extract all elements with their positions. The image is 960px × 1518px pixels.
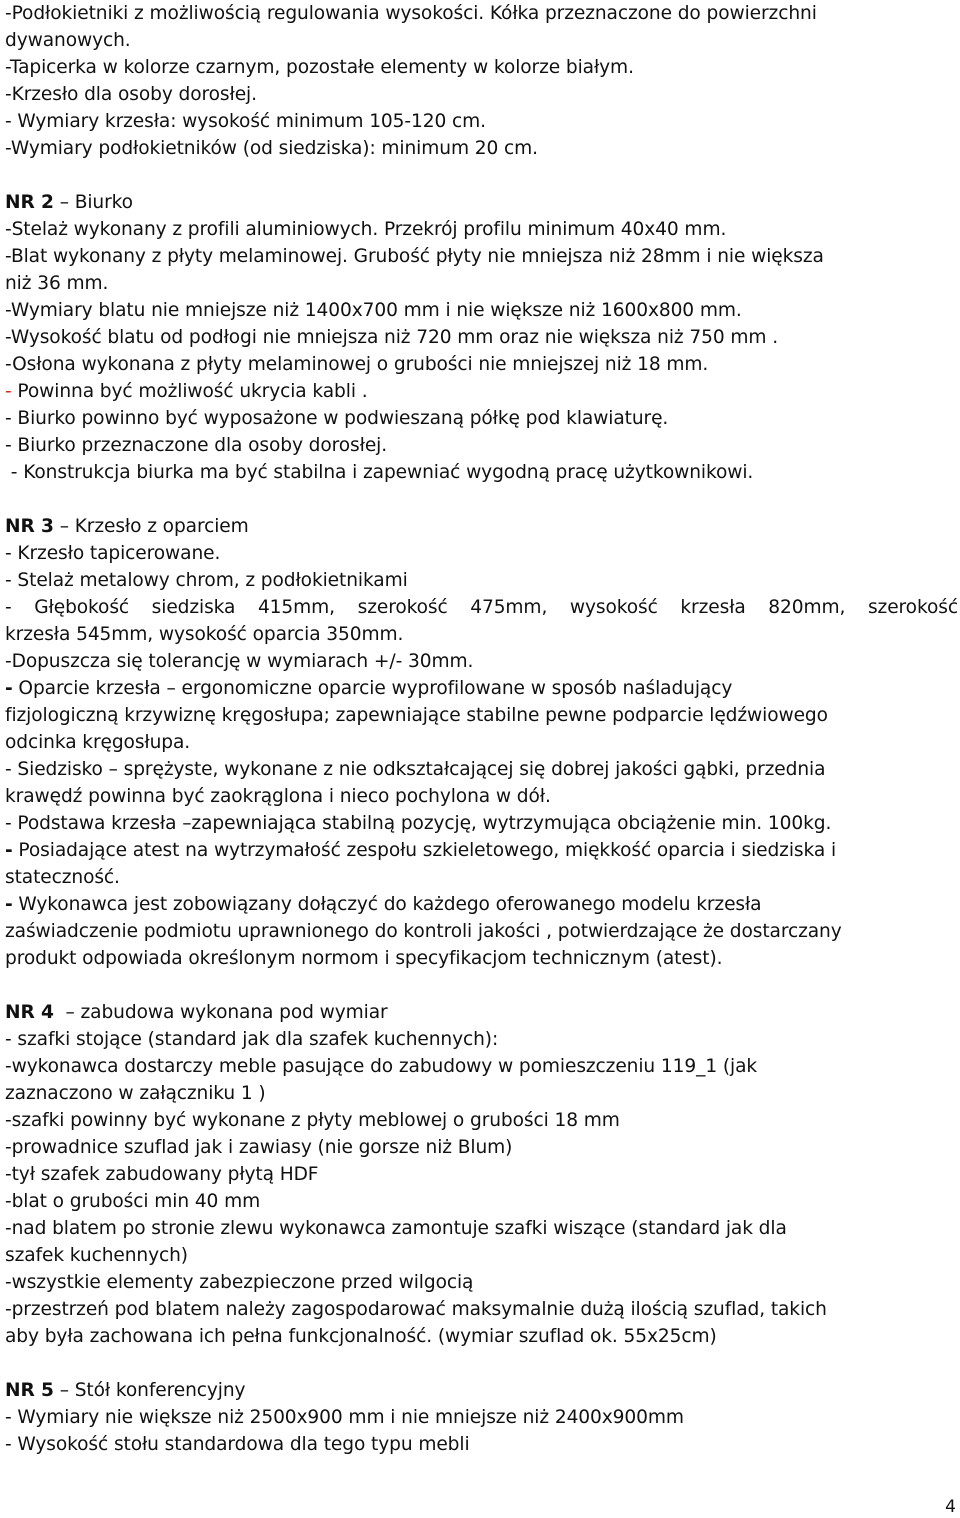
paragraph-gap: [5, 162, 960, 189]
paragraph-gap: [5, 486, 960, 513]
text-line: niż 36 mm.: [5, 273, 109, 294]
justified-line: [5, 594, 958, 621]
text-line: - Biurko powinno być wyposażone w podwieszaną półkę pod klawiaturę.: [5, 408, 669, 429]
text-line: zaznaczono w załączniku 1 ): [5, 1083, 266, 1104]
text-line: - Wymiary krzesła: wysokość minimum 105-120 cm.: [5, 111, 486, 132]
section-heading: [5, 999, 960, 1026]
word: siedziska: [151, 597, 236, 618]
text-line: -Wysokość blatu od podłogi nie mniejsza niż 720 mm oraz nie większa niż 750 mm .: [5, 327, 779, 348]
section-chair-continuation: [5, 0, 960, 162]
text-line: -Krzesło dla osoby dorosłej.: [5, 84, 257, 105]
text-line: - szafki stojące (standard jak dla szafek kuchennych):: [5, 1029, 499, 1050]
text-line: -Dopuszcza się tolerancję w wymiarach +/- 30mm.: [5, 651, 474, 672]
text-line: [5, 837, 960, 864]
text-line: -szafki powinny być wykonane z płyty meblowej o grubości 18 mm: [5, 1110, 620, 1131]
text-line: - Siedzisko – sprężyste, wykonane z nie odkształcającej się dobrej jakości gąbki, przednia: [5, 759, 826, 780]
text-line: [5, 675, 960, 702]
section-conference-table: [5, 1377, 960, 1458]
word: wysokość: [569, 597, 658, 618]
text-line: [5, 378, 960, 405]
text-line: krawędź powinna być zaokrąglona i nieco pochylona w dół.: [5, 786, 551, 807]
section-title: – zabudowa wykonana pod wymiar: [53, 1002, 388, 1023]
section-heading: [5, 189, 960, 216]
text-line: -tył szafek zabudowany płytą HDF: [5, 1164, 319, 1185]
text-line: -Wymiary blatu nie mniejsze niż 1400x700 mm i nie większe niż 1600x800 mm.: [5, 300, 742, 321]
bold-dash: -: [5, 678, 13, 699]
section-number: NR 4: [5, 1002, 54, 1023]
word: szerokość: [867, 597, 958, 618]
text-line: - Wysokość stołu standardowa dla tego typu mebli: [5, 1434, 470, 1455]
text-line: fizjologiczną krzywiznę kręgosłupa; zapewniające stabilne pewne podparcie lędźwiowego: [5, 705, 828, 726]
document-page: [5, 0, 960, 1458]
word: -: [5, 597, 12, 618]
word: Głębokość: [34, 597, 130, 618]
section-heading: [5, 1377, 960, 1404]
text-line: stateczność.: [5, 867, 120, 888]
section-chair-backrest: [5, 513, 960, 972]
cable-text: Powinna być możliwość ukrycia kabli .: [11, 381, 368, 402]
text-line: zaświadczenie podmiotu uprawnionego do kontroli jakości , potwierdzające że dostarczany: [5, 921, 842, 942]
text-line: -Blat wykonany z płyty melaminowej. Grubość płyty nie mniejsza niż 28mm i nie większa: [5, 246, 824, 267]
section-desk: [5, 189, 960, 486]
text-line: -Tapicerka w kolorze czarnym, pozostałe elementy w kolorze białym.: [5, 57, 634, 78]
paragraph-gap: [5, 1350, 960, 1377]
text-line: - Biurko przeznaczone dla osoby dorosłej.: [5, 435, 388, 456]
text-line: - Wymiary nie większe niż 2500x900 mm i nie mniejsze niż 2400x900mm: [5, 1407, 684, 1428]
text-line: szafek kuchennych): [5, 1245, 188, 1266]
text-line: -blat o grubości min 40 mm: [5, 1191, 261, 1212]
section-number: NR 3: [5, 516, 54, 537]
word: 820mm,: [768, 597, 846, 618]
section-number: NR 2: [5, 192, 54, 213]
contractor-text: Wykonawca jest zobowiązany dołączyć do każdego oferowanego modelu krzesła: [12, 894, 762, 915]
text-line: -prowadnice szuflad jak i zawiasy (nie gorsze niż Blum): [5, 1137, 513, 1158]
text-line: - Konstrukcja biurka ma być stabilna i zapewniać wygodną pracę użytkownikowi.: [5, 462, 754, 483]
bold-dash: -: [5, 840, 13, 861]
backrest-text: Oparcie krzesła – ergonomiczne oparcie wyprofilowane w sposób naśladujący: [12, 678, 733, 699]
text-line: -Podłokietniki z możliwością regulowania wysokości. Kółka przeznaczone do powierzchni: [5, 3, 817, 24]
word: 475mm,: [470, 597, 548, 618]
word: 415mm,: [257, 597, 335, 618]
text-line: dywanowych.: [5, 30, 131, 51]
text-line: aby była zachowana ich pełna funkcjonalność. (wymiar szuflad ok. 55x25cm): [5, 1326, 717, 1347]
text-line: -wszystkie elementy zabezpieczone przed wilgocią: [5, 1272, 474, 1293]
atest-text: Posiadające atest na wytrzymałość zespołu szkieletowego, miękkość oparcia i siedziska i: [12, 840, 837, 861]
text-line: odcinka kręgosłupa.: [5, 732, 191, 753]
page-number: 4: [945, 1497, 956, 1517]
red-dash: -: [5, 381, 12, 402]
text-line: - Krzesło tapicerowane.: [5, 543, 221, 564]
section-heading: [5, 513, 960, 540]
text-line: -Stelaż wykonany z profili aluminiowych. Przekrój profilu minimum 40x40 mm.: [5, 219, 727, 240]
text-line: -wykonawca dostarczy meble pasujące do zabudowy w pomieszczeniu 119_1 (jak: [5, 1056, 758, 1077]
bold-dash: -: [5, 894, 13, 915]
word: krzesła: [680, 597, 746, 618]
section-built-in-furniture: [5, 999, 960, 1350]
text-line: - Podstawa krzesła –zapewniająca stabilną pozycję, wytrzymująca obciążenie min. 100kg.: [5, 813, 832, 834]
text-line: -Osłona wykonana z płyty melaminowej o grubości nie mniejszej niż 18 mm.: [5, 354, 709, 375]
section-number: NR 5: [5, 1380, 54, 1401]
text-line: -Wymiary podłokietników (od siedziska): minimum 20 cm.: [5, 138, 538, 159]
text-line: produkt odpowiada określonym normom i specyfikacjom technicznym (atest).: [5, 948, 723, 969]
text-line: [5, 891, 960, 918]
text-line: krzesła 545mm, wysokość oparcia 350mm.: [5, 624, 404, 645]
text-line: -nad blatem po stronie zlewu wykonawca zamontuje szafki wiszące (standard jak dla: [5, 1218, 787, 1239]
text-line: - Stelaż metalowy chrom, z podłokietnikami: [5, 570, 408, 591]
word: szerokość: [357, 597, 448, 618]
section-title: – Stół konferencyjny: [53, 1380, 246, 1401]
section-title: – Krzesło z oparciem: [53, 516, 249, 537]
section-title: – Biurko: [53, 192, 133, 213]
paragraph-gap: [5, 972, 960, 999]
text-line: -przestrzeń pod blatem należy zagospodarować maksymalnie dużą ilością szuflad, takich: [5, 1299, 827, 1320]
